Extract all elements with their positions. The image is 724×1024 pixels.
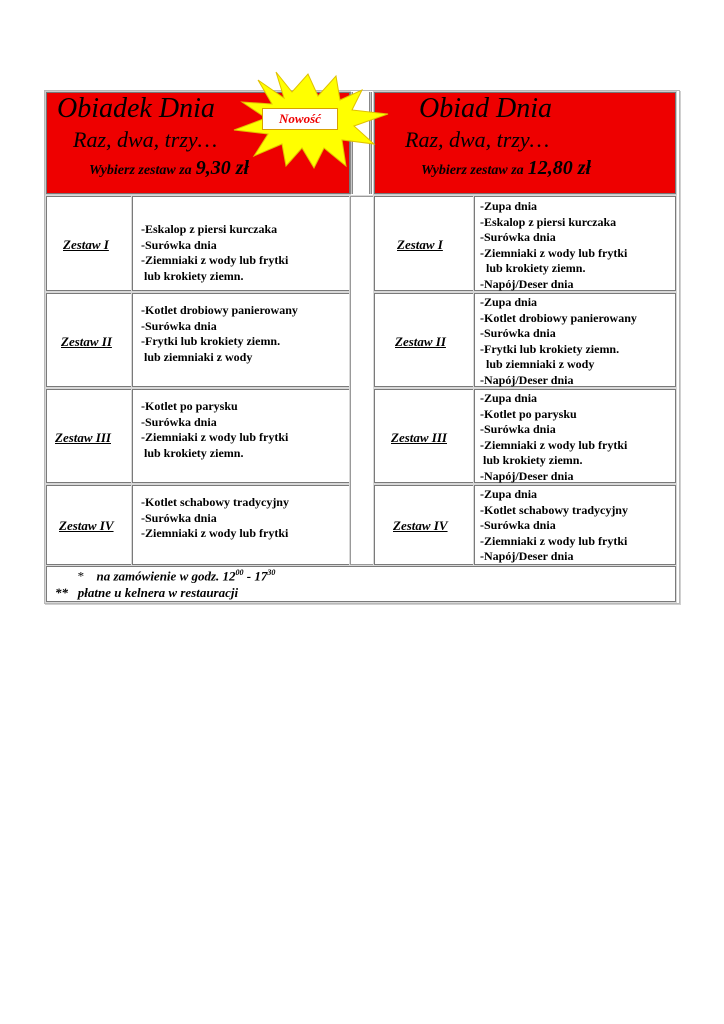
set-name: Zestaw IV (393, 518, 448, 533)
footnote-mark: ** (55, 585, 68, 600)
set-name: Zestaw II (61, 334, 112, 349)
right-price: 12,80 zł (527, 157, 592, 179)
left-title: Obiadek Dnia (57, 93, 215, 124)
set-items: -Kotlet schabowy tradycyjny -Surówka dnia -Ziemniaki z wody lub frytki (141, 495, 289, 540)
set-items: -Zupa dnia -Kotlet schabowy tradycyjny -Surówka dnia -Ziemniaki z wody lub frytki -Napój/Deser dnia (480, 487, 628, 563)
footnote-hours (77, 568, 275, 584)
set-items-cell (132, 389, 350, 483)
set-items: -Zupa dnia -Kotlet po parysku -Surówka dnia -Ziemniaki z wody lub frytki lub krokiety ziemn. -Napój/Deser dnia (480, 391, 628, 483)
new-badge: Nowość (262, 108, 338, 130)
footnote-hours-text: na zamówienie w godz. 12 (96, 568, 236, 584)
set-name: Zestaw II (395, 334, 446, 349)
right-choose-label: Wybierz zestaw za (421, 163, 524, 178)
set-name-cell (46, 293, 132, 387)
footnote-sup: 00 (235, 568, 244, 577)
footnote-sup: 30 (267, 568, 276, 577)
set-items-cell (474, 293, 676, 387)
left-choose-row (89, 157, 249, 180)
set-name-cell (46, 389, 132, 483)
set-items-cell (132, 485, 350, 565)
set-name-cell (374, 293, 474, 387)
set-name: Zestaw IV (59, 518, 114, 533)
set-name: Zestaw I (397, 237, 443, 252)
footer-notes (46, 566, 676, 602)
set-items-cell (132, 293, 350, 387)
set-items: -Kotlet po parysku -Surówka dnia -Ziemniaki z wody lub frytki lub krokiety ziemn. (141, 399, 289, 460)
set-items: -Zupa dnia -Eskalop z piersi kurczaka -Surówka dnia -Ziemniaki z wody lub frytki lub krokiety ziemn. -Napój/Deser dnia (480, 199, 628, 291)
set-name-cell (374, 485, 474, 565)
left-price: 9,30 zł (195, 157, 250, 179)
set-items: -Zupa dnia -Kotlet drobiowy panierowany -Surówka dnia -Frytki lub krokiety ziemn. lub ziemniaki z wody -Napój/Deser dnia (480, 295, 637, 387)
footnote-mark: * (77, 568, 84, 584)
set-name-cell (374, 196, 474, 291)
set-items-cell (474, 196, 676, 291)
right-choose-row (421, 157, 591, 180)
set-items-cell (474, 485, 676, 565)
footnote-hours-mid: - 17 (243, 568, 268, 584)
set-name-cell (46, 485, 132, 565)
set-items-cell (474, 389, 676, 483)
right-title: Obiad Dnia (419, 93, 552, 124)
right-subtitle: Raz, dwa, trzy… (405, 127, 550, 152)
column-divider (350, 196, 374, 565)
left-subtitle: Raz, dwa, trzy… (73, 127, 218, 152)
set-name: Zestaw I (63, 237, 109, 252)
footnote-payment-text: płatne u kelnera w restauracji (77, 585, 239, 600)
set-items-cell (132, 196, 350, 291)
set-name-cell (46, 196, 132, 291)
set-name-cell (374, 389, 474, 483)
set-name: Zestaw III (55, 430, 111, 445)
set-name: Zestaw III (391, 430, 447, 445)
header-right (374, 92, 676, 194)
set-items: -Kotlet drobiowy panierowany -Surówka dnia -Frytki lub krokiety ziemn. lub ziemniaki z wody (141, 303, 298, 364)
footnote-payment (55, 585, 238, 601)
set-items: -Eskalop z piersi kurczaka -Surówka dnia -Ziemniaki z wody lub frytki lub krokiety ziemn. (141, 222, 289, 283)
left-choose-label: Wybierz zestaw za (89, 163, 192, 178)
